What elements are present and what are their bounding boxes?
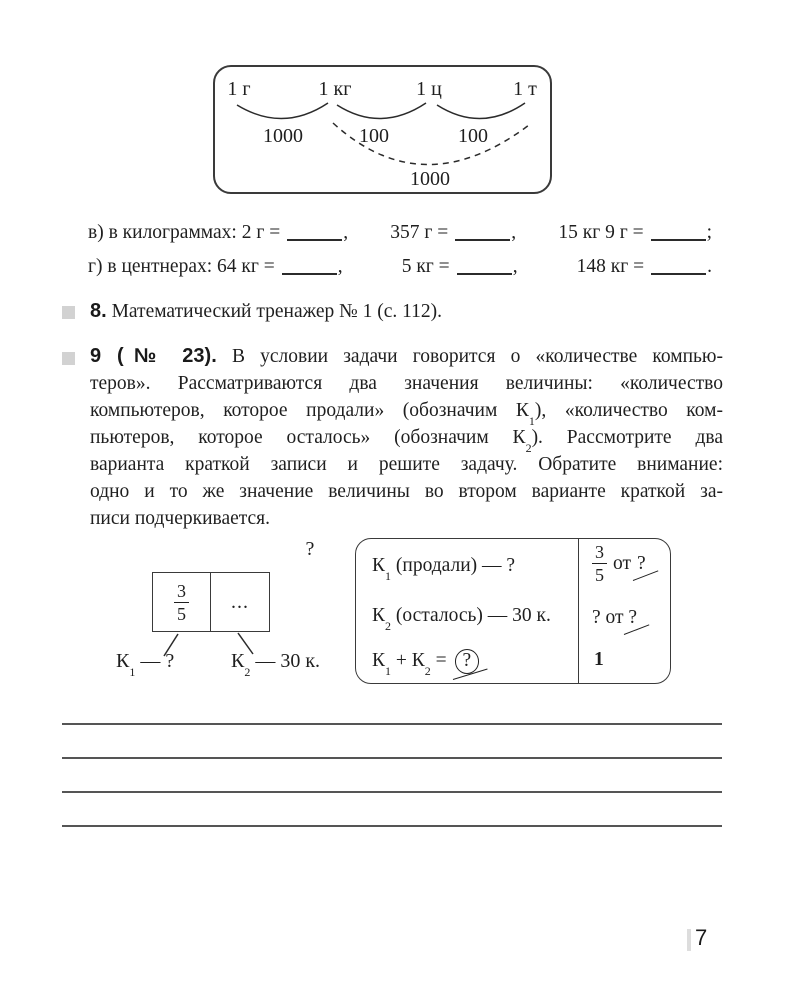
answer-blank[interactable] bbox=[455, 237, 510, 241]
conversion-label: 357 г = bbox=[390, 222, 449, 243]
writing-line-1[interactable] bbox=[62, 723, 722, 725]
task9-line3-a: компьютеров, которое продали» (обозначим К bbox=[90, 400, 529, 421]
conversion-label: 15 кг 9 г = bbox=[558, 222, 644, 243]
separator: , bbox=[512, 256, 518, 277]
k2-sub: 2 bbox=[244, 665, 251, 679]
row3-plus: + bbox=[391, 650, 412, 671]
conversion-item bbox=[577, 256, 712, 278]
fraction-numerator: 3 bbox=[177, 580, 186, 601]
separator: , bbox=[337, 256, 343, 277]
k2-base: К bbox=[231, 650, 245, 672]
answer-blank[interactable] bbox=[651, 271, 706, 275]
fraction-denominator: 5 bbox=[177, 603, 186, 624]
task9-line7: писи подчеркивается. bbox=[90, 508, 271, 529]
row1-k: К bbox=[372, 555, 386, 576]
task8-number: 8. bbox=[90, 300, 107, 322]
row2-sub: 2 bbox=[385, 618, 392, 633]
table-row3-left bbox=[372, 649, 479, 678]
answer-blank[interactable] bbox=[457, 271, 512, 275]
conversion-item bbox=[402, 256, 518, 278]
task9-line4-b: ). Рассмотрите два bbox=[531, 427, 723, 448]
separator: . bbox=[707, 256, 712, 277]
underlined-question bbox=[628, 607, 637, 629]
conversion-label: г) в центнерах: 64 кг = bbox=[88, 256, 275, 277]
separator: ; bbox=[706, 222, 712, 243]
unit-label-kg: 1 кг bbox=[318, 78, 352, 100]
conversion-item bbox=[558, 222, 712, 244]
dashed-arc-value-1000: 1000 bbox=[410, 168, 450, 190]
k1-label bbox=[116, 650, 175, 679]
task9-line3 bbox=[90, 397, 723, 428]
short-record-table bbox=[355, 538, 671, 684]
writing-line-4[interactable] bbox=[62, 825, 722, 827]
conversion-item bbox=[88, 256, 343, 278]
task9-line1-text: В условии задачи говорится о «количестве компью- bbox=[231, 346, 723, 367]
row2-q-ot: ? от bbox=[592, 607, 629, 628]
task8-row bbox=[90, 300, 730, 323]
fraction-numerator: 3 bbox=[595, 542, 604, 562]
k1-sub: 1 bbox=[129, 665, 136, 679]
table-row3-right: 1 bbox=[594, 649, 604, 670]
table-row1-right bbox=[592, 543, 646, 584]
row3-question: ? bbox=[462, 650, 472, 671]
conversion-item bbox=[88, 222, 348, 244]
row1-question: ? bbox=[637, 552, 646, 574]
row1-ot: от bbox=[613, 552, 632, 574]
page-number-marker bbox=[687, 929, 691, 951]
unit-label-c: 1 ц bbox=[416, 78, 442, 100]
total-question-mark: ? bbox=[305, 538, 315, 560]
table-divider bbox=[578, 539, 579, 683]
answer-blank[interactable] bbox=[282, 271, 337, 275]
conversion-line-g bbox=[88, 256, 712, 278]
arc-value-1000: 1000 bbox=[263, 125, 303, 147]
row2-k: К bbox=[372, 605, 386, 626]
table-row1-left bbox=[372, 555, 516, 583]
arc-c-t bbox=[437, 103, 525, 119]
writing-line-2[interactable] bbox=[62, 757, 722, 759]
arc-g-kg bbox=[237, 103, 328, 119]
table-row2-right bbox=[592, 607, 637, 629]
row3-k2: К bbox=[411, 650, 425, 671]
task9-line4-a: пьютеров, которое осталось» (обозначим К bbox=[90, 427, 526, 448]
arc-kg-c bbox=[337, 103, 426, 119]
writing-line-3[interactable] bbox=[62, 791, 722, 793]
task8-text: Математический тренажер № 1 (с. 112). bbox=[111, 301, 443, 322]
task8-bullet-marker bbox=[62, 306, 75, 319]
task9-line4 bbox=[90, 424, 723, 455]
arc-value-100b: 100 bbox=[458, 125, 488, 147]
separator: , bbox=[343, 222, 349, 243]
underlined-question bbox=[637, 553, 646, 575]
k2-label bbox=[231, 650, 321, 679]
row3-k1: К bbox=[372, 650, 386, 671]
conversion-label: 148 кг = bbox=[576, 256, 645, 277]
unit-conversion-diagram bbox=[213, 65, 553, 195]
row1-rest: (продали) — ? bbox=[391, 555, 516, 576]
row2-question: ? bbox=[628, 607, 638, 628]
task9-number: 9 (№ 23). bbox=[90, 345, 217, 367]
task9-line5: варианта краткой записи и решите задачу. Обратите внимание: bbox=[90, 454, 723, 475]
task9-line2: теров». Рассматриваются два значения величины: «количество bbox=[90, 373, 723, 394]
separator: , bbox=[511, 222, 517, 243]
task9-line6: одно и то же значение величины во втором варианте краткой за- bbox=[90, 481, 723, 502]
circled-question-mark bbox=[455, 649, 480, 674]
answer-blank[interactable] bbox=[287, 237, 342, 241]
k1-base: К bbox=[116, 650, 130, 672]
k1-subscript: 1 bbox=[528, 413, 535, 428]
k1-rest: — ? bbox=[135, 650, 175, 672]
bar-diagram bbox=[100, 538, 345, 686]
conversion-label: в) в килограммах: 2 г = bbox=[88, 222, 281, 243]
row3-s1: 1 bbox=[385, 663, 392, 678]
answer-blank[interactable] bbox=[651, 237, 706, 241]
conversion-line-v bbox=[88, 222, 712, 244]
page-number: 7 bbox=[695, 925, 708, 950]
row3-equals: = bbox=[430, 650, 452, 671]
arc-value-100a: 100 bbox=[359, 125, 389, 147]
unit-label-t: 1 т bbox=[513, 78, 537, 100]
fraction-three-fifths-right bbox=[592, 543, 607, 584]
table-row2-left bbox=[372, 605, 551, 633]
task9-line3-b: ), «количество ком- bbox=[534, 400, 723, 421]
row1-sub: 1 bbox=[385, 568, 392, 583]
row2-rest: (осталось) — 30 к. bbox=[391, 605, 551, 626]
task9-line1 bbox=[90, 343, 723, 370]
k2-rest: — 30 к. bbox=[250, 650, 321, 672]
task9-paragraph bbox=[90, 343, 723, 532]
fraction-denominator: 5 bbox=[595, 565, 604, 585]
conversion-label: 5 кг = bbox=[401, 256, 450, 277]
k2-subscript: 2 bbox=[525, 440, 532, 455]
unit-label-g: 1 г bbox=[227, 78, 251, 100]
bar-cell-k2: ... bbox=[231, 590, 249, 613]
row3-s2: 2 bbox=[424, 663, 431, 678]
task9-bullet-marker bbox=[62, 352, 75, 365]
conversion-item bbox=[390, 222, 516, 244]
